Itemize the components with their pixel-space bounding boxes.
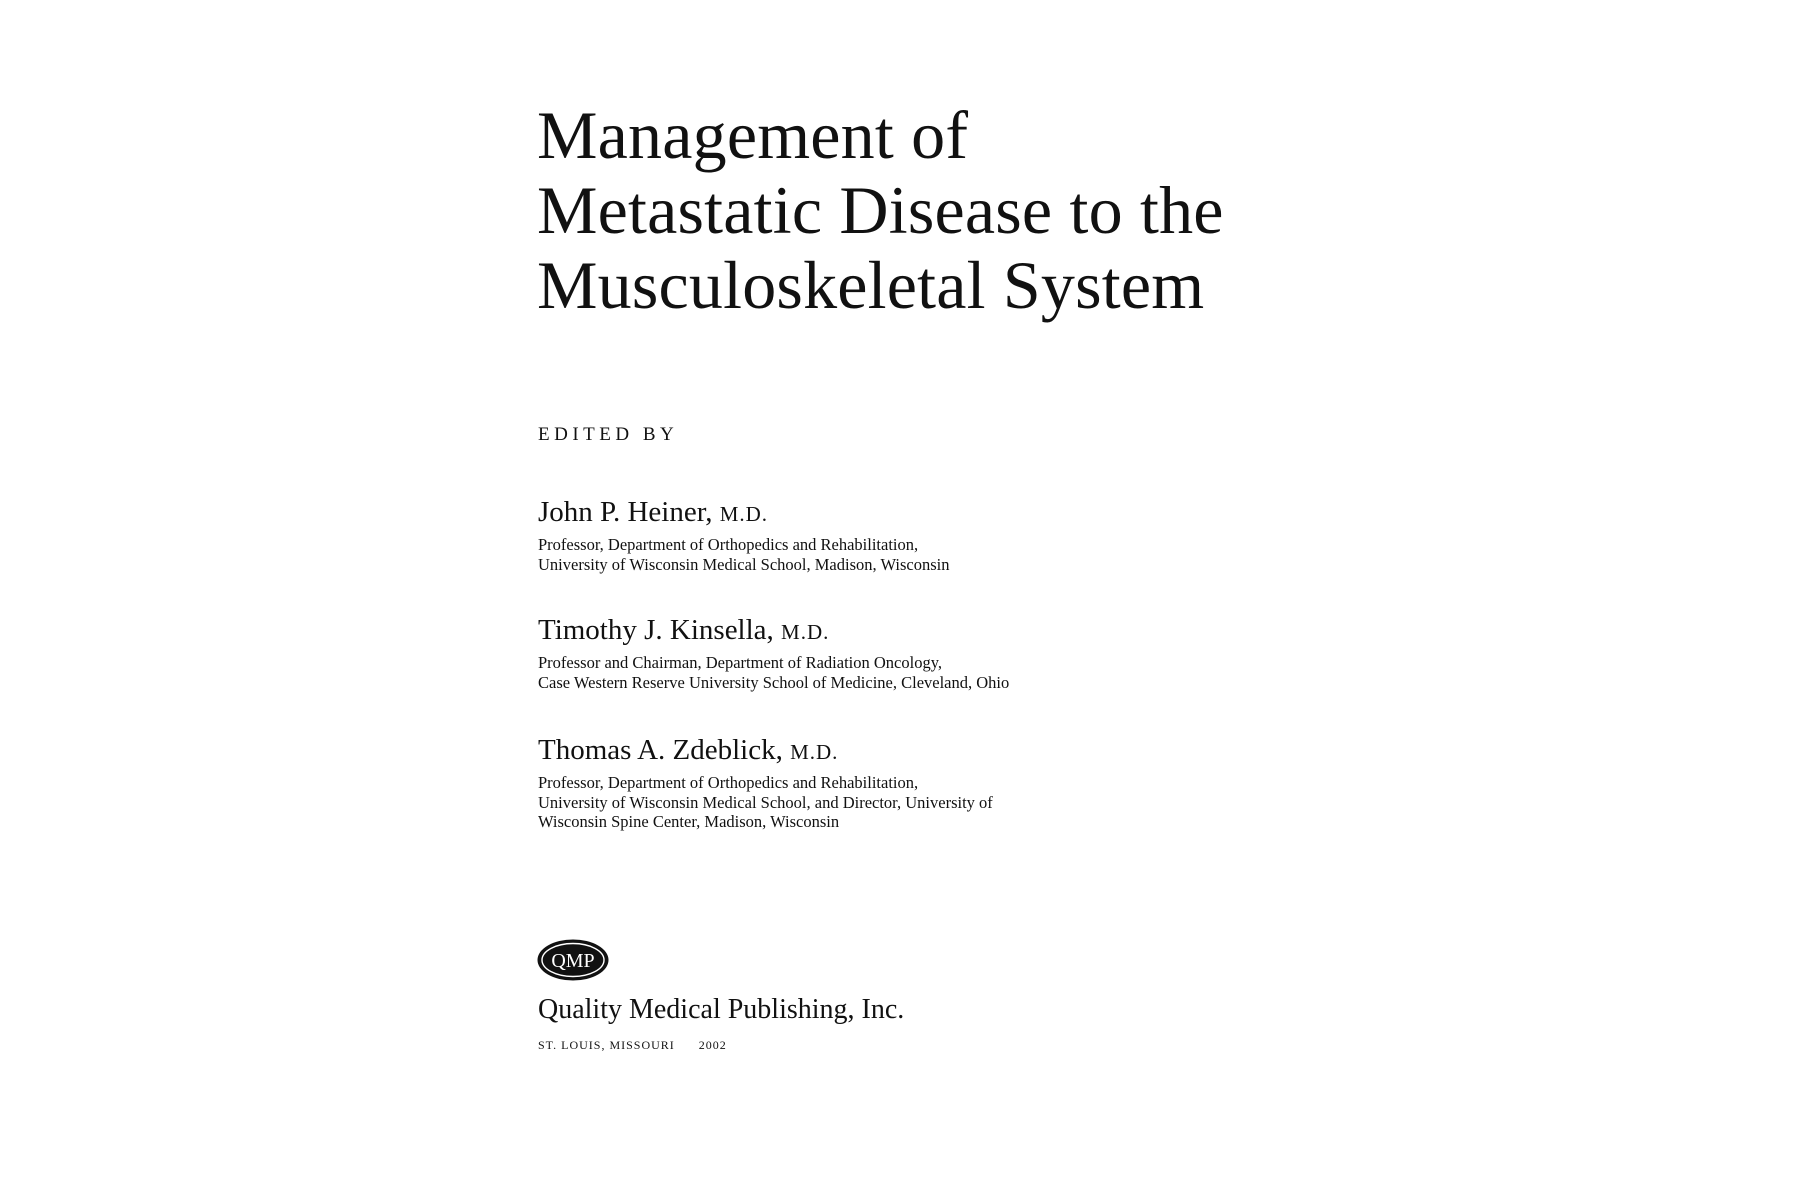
editor-name-line [538,733,1238,769]
publisher-logo-icon [536,938,610,982]
editor-affiliation-line: University of Wisconsin Medical School, and Director, University of [538,792,993,812]
publisher-name: Quality Medical Publishing, Inc. [538,994,905,1025]
book-title-line-3: Musculoskeletal System [537,247,1205,323]
editor-name-line [538,495,1238,531]
editor-affiliation-line: University of Wisconsin Medical School, Madison, Wisconsin [538,554,950,574]
editor-affiliation-line: Professor, Department of Orthopedics and Rehabilitation, [538,535,919,554]
editor-affiliation-line: Professor, Department of Orthopedics and Rehabilitation, [538,773,919,792]
editor-name: John P. Heiner, [538,496,713,528]
publisher-imprint [538,1038,727,1053]
editor-degree: M.D. [719,502,769,526]
editor-entry [538,613,1238,692]
publisher-logo-text: QMP [551,950,595,972]
editor-degree: M.D. [781,620,830,644]
editor-name-line [538,613,1238,649]
publication-year: 2002 [698,1038,727,1052]
editor-affiliation-line: Wisconsin Spine Center, Madison, Wisconsin [538,812,840,831]
editor-name: Thomas A. Zdeblick, [538,734,783,766]
book-title-line-1: Management of [537,97,969,173]
editor-name: Timothy J. Kinsella, [538,614,774,646]
editor-entry [538,733,1238,832]
editor-affiliation-line: Case Western Reserve University School of Medicine, Cleveland, Ohio [538,672,1010,692]
publisher-location: ST. LOUIS, MISSOURI [538,1038,675,1052]
editor-affiliation-line: Professor and Chairman, Department of Radiation Oncology, [538,653,943,672]
editor-affiliation [538,773,1238,832]
book-title-line-2: Metastatic Disease to the [537,172,1224,248]
editor-degree: M.D. [790,740,839,764]
editor-entry [538,495,1238,574]
editor-affiliation [538,653,1238,692]
editor-affiliation [538,535,1238,574]
edited-by-label: EDITED BY [538,424,679,445]
book-title [537,98,1537,323]
